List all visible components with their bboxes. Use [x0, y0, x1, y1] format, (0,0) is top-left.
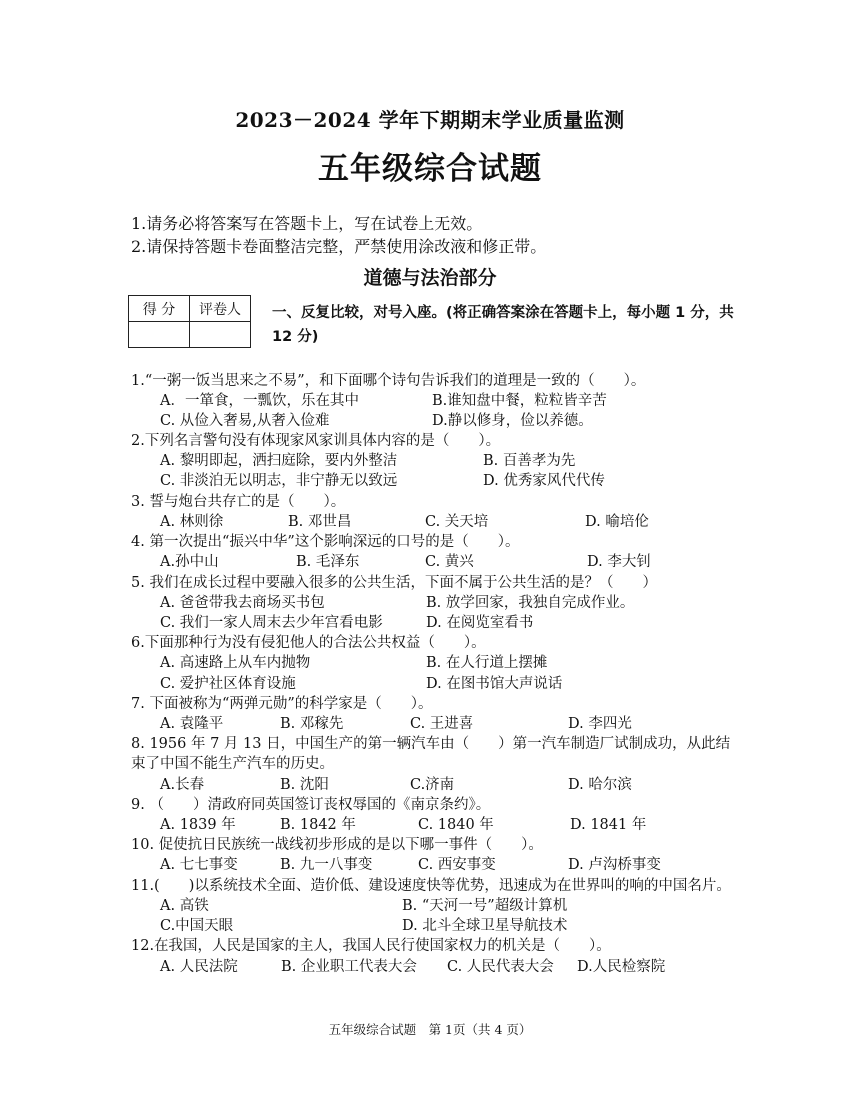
option-d: D. 哈尔滨: [568, 777, 632, 793]
question-stem: 2.下列名言警句没有体现家风家训具体内容的是（ ）。: [131, 433, 501, 449]
question-stem: 12.在我国，人民是国家的主人，我国人民行使国家权力的机关是（ ）。: [131, 938, 611, 954]
option-a: A. 林则徐: [160, 514, 224, 530]
option-b: B. 毛泽东: [296, 554, 360, 570]
option-a: A. 袁隆平: [160, 716, 224, 732]
question-stem-continued: 束了中国不能生产汽车的历史。: [131, 756, 334, 772]
option-a: A. 爸爸带我去商场买书包: [160, 595, 325, 611]
option-d: D. 在图书馆大声说话: [426, 676, 563, 692]
option-c: C. 人民代表大会: [447, 959, 554, 975]
option-a: A.孙中山: [160, 554, 219, 570]
option-b: B. 邓稼先: [280, 716, 344, 732]
option-b: B. 在人行道上摆摊: [426, 655, 548, 671]
option-c: C.济南: [410, 777, 455, 793]
option-a: A. 1839 年: [160, 817, 236, 833]
question-stem: 11.( )以系统技术全面、造价低、建设速度快等优势，迅速成为在世界叫的响的中国名片。: [131, 878, 731, 894]
part-instruction: 一、反复比较，对号入座。(将正确答案涂在答题卡上，每小题 1 分，共 12 分): [272, 305, 734, 345]
page-footer: 五年级综合试题 第 1页（共 4 页）: [328, 1022, 532, 1037]
note-line-1: 1.请务必将答案写在答题卡上，写在试卷上无效。: [131, 214, 483, 233]
question-stem: 1.“一粥一饭当思来之不易”，和下面哪个诗句告诉我们的道理是一致的（ ）。: [131, 373, 646, 389]
option-d: D. 优秀家风代代传: [483, 473, 605, 489]
section-title: 道德与法治部分: [363, 267, 497, 289]
option-d: D. 李大钊: [587, 554, 651, 570]
option-b: B. 1842 年: [280, 817, 356, 833]
option-d: D.人民检察院: [577, 959, 666, 975]
option-b: B.谁知盘中餐，粒粒皆辛苦: [432, 393, 607, 409]
option-c: C. 从俭入奢易,从奢入俭难: [160, 413, 330, 429]
option-d: D. 1841 年: [570, 817, 647, 833]
option-c: C.中国天眼: [160, 918, 234, 934]
option-b: B. “天河一号”超级计算机: [402, 898, 568, 914]
score-header: 得 分: [129, 296, 190, 322]
option-c: C. 1840 年: [418, 817, 494, 833]
question-stem: 6.下面那种行为没有侵犯他人的合法公共权益（ ）。: [131, 635, 486, 651]
option-a: A．一箪食，一瓢饮，乐在其中: [160, 393, 359, 409]
option-a: A. 七七事变: [160, 857, 238, 873]
option-c: C. 西安事变: [418, 857, 496, 873]
option-c: C. 王进喜: [410, 716, 474, 732]
exam-subject-title: 五年级综合试题: [318, 151, 542, 187]
option-b: B. 放学回家，我独自完成作业。: [426, 595, 635, 611]
option-d: D. 李四光: [568, 716, 632, 732]
option-a: A.长春: [160, 777, 205, 793]
option-c: C. 关天培: [425, 514, 489, 530]
grader-cell: [190, 322, 251, 348]
option-b: B. 沈阳: [280, 777, 329, 793]
option-a: A. 高速路上从车内抛物: [160, 655, 311, 671]
option-a: A. 高铁: [160, 898, 209, 914]
option-d: D. 在阅览室看书: [426, 615, 534, 631]
question-stem: 8. 1956 年 7 月 13 日，中国生产的第一辆汽车由（ ）第一汽车制造厂试制成功，从此结: [131, 736, 731, 752]
question-stem: 5. 我们在成长过程中要融入很多的公共生活，下面不属于公共生活的是？（ ）: [131, 575, 657, 591]
option-d: D. 卢沟桥事变: [568, 857, 661, 873]
question-stem: 9. （ ）清政府同英国签订丧权辱国的《南京条约》。: [131, 797, 491, 813]
option-d: D. 喻培伦: [585, 514, 649, 530]
question-stem: 7. 下面被称为“两弹元勋”的科学家是（ ）。: [131, 696, 433, 712]
option-b: B. 企业职工代表大会: [281, 959, 417, 975]
note-line-2: 2.请保持答题卡卷面整洁完整，严禁使用涂改液和修正带。: [131, 237, 547, 256]
option-c: C. 黄兴: [425, 554, 474, 570]
question-stem: 10. 促使抗日民族统一战线初步形成的是以下哪一事件（ ）。: [131, 837, 543, 853]
option-b: B. 邓世昌: [288, 514, 352, 530]
option-c: C. 我们一家人周末去少年宫看电影: [160, 615, 383, 631]
option-b: B. 百善孝为先: [483, 453, 576, 469]
option-b: B. 九一八事变: [280, 857, 373, 873]
option-a: A. 人民法院: [160, 959, 238, 975]
score-cell: [129, 322, 190, 348]
score-table: [128, 295, 251, 348]
option-d: D.静以修身，俭以养德。: [432, 413, 593, 429]
option-c: C. 非淡泊无以明志，非宁静无以致远: [160, 473, 398, 489]
grader-header: 评卷人: [190, 296, 251, 322]
question-stem: 3. 誓与炮台共存亡的是（ ）。: [131, 494, 346, 510]
option-a: A. 黎明即起，洒扫庭除，要内外整洁: [160, 453, 398, 469]
exam-header-title: 2023－2024 学年下期期末学业质量监测: [235, 108, 625, 132]
option-c: C. 爱护社区体育设施: [160, 676, 296, 692]
question-stem: 4. 第一次提出“振兴中华”这个影响深远的口号的是（ ）。: [131, 534, 520, 550]
option-d: D. 北斗全球卫星导航技术: [402, 918, 568, 934]
